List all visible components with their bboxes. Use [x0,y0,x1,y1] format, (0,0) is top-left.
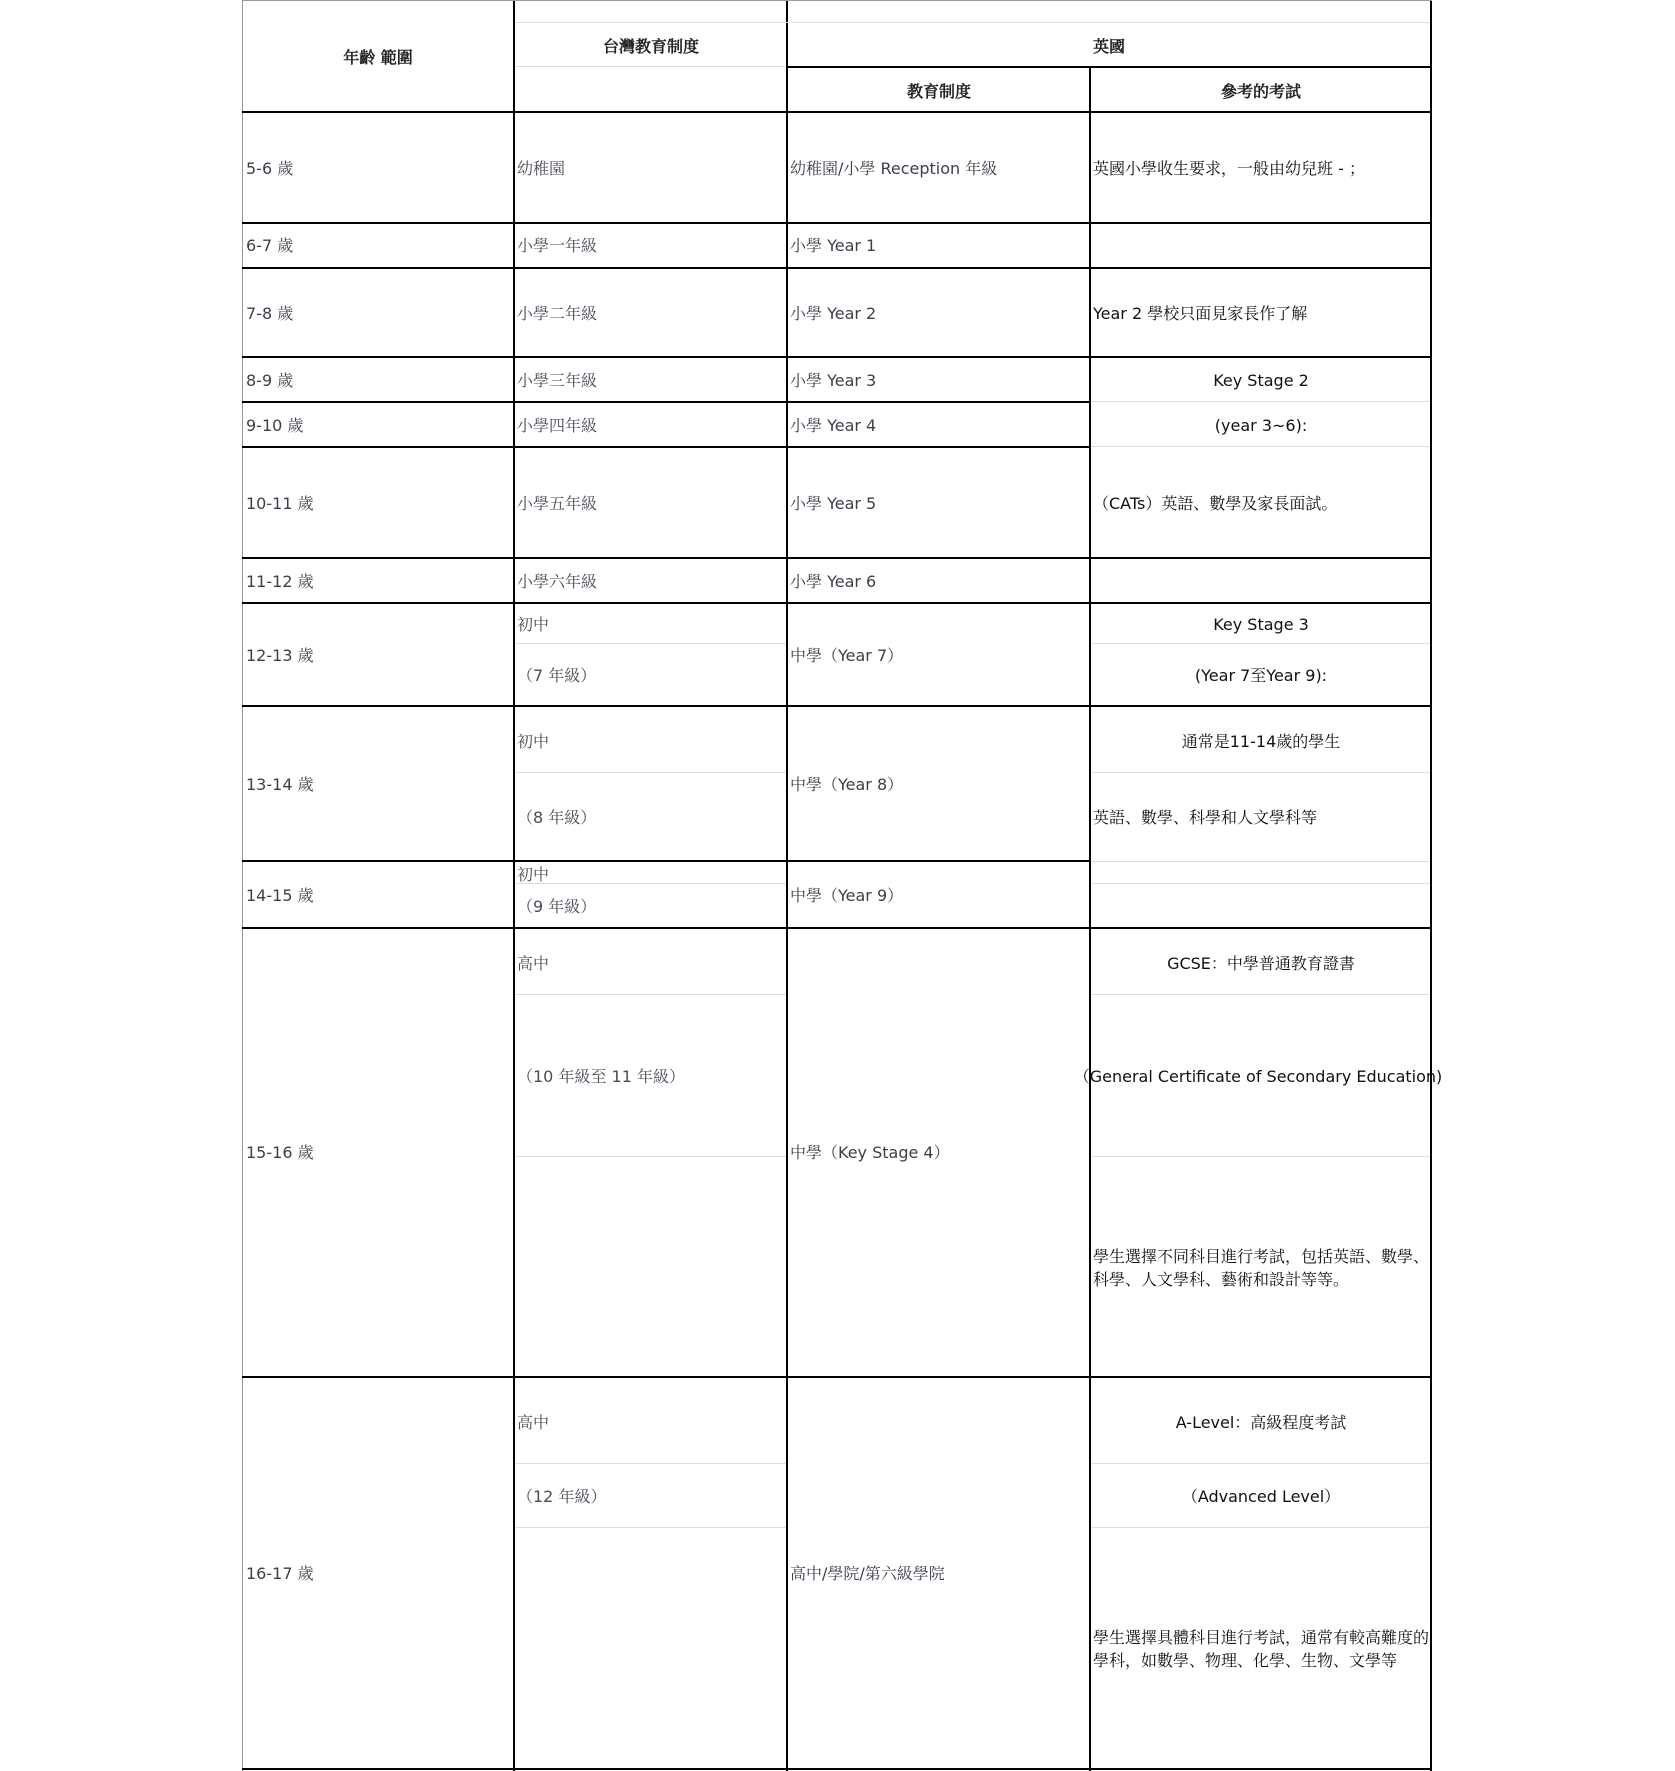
header-uk-exams: 參考的考試 [1220,82,1302,101]
taiwan-cell: （12 年級） [517,1487,607,1506]
row-divider [242,602,1432,604]
uk-system-cell: 小學 Year 6 [790,572,877,591]
uk-system-cell: 小學 Year 1 [790,236,877,255]
taiwan-cell: 小學六年級 [517,572,598,591]
uk-system-cell: 小學 Year 3 [790,371,877,390]
header-age-range: 年齡 範圍 [343,48,413,67]
taiwan-cell: 高中 [517,954,550,973]
taiwan-cell: 小學二年級 [517,304,598,323]
exam-cell: 學生選擇不同科目進行考試，包括英語、數學、科學、人文學科、藝術和設計等等。 [1093,1247,1430,1289]
row-divider [242,557,1432,559]
table-border-bottom [242,1768,1432,1770]
row-divider [515,772,786,773]
age-cell: 6-7 歲 [246,236,294,255]
taiwan-cell: 幼稚園 [517,159,566,178]
row-divider [242,446,1090,448]
taiwan-cell: （10 年級至 11 年級） [517,1067,685,1086]
header-bottom-line [242,111,1432,113]
taiwan-cell: （7 年級） [517,666,597,685]
row-divider [242,1376,1432,1378]
taiwan-cell: 小學一年級 [517,236,598,255]
exam-cell: （Advanced Level） [1181,1487,1341,1506]
age-cell: 8-9 歲 [246,371,294,390]
age-cell: 13-14 歲 [246,775,314,794]
column-divider [1089,67,1091,1771]
column-divider [786,0,788,1771]
uk-system-cell: 中學（Year 8） [790,775,904,794]
exam-cell: Year 2 學校只面見家長作了解 [1093,304,1308,323]
age-cell: 14-15 歲 [246,886,314,905]
row-divider [242,222,1432,224]
row-divider [242,267,1432,269]
taiwan-cell: 初中 [517,615,550,634]
row-divider [1091,1156,1430,1157]
uk-system-cell: 中學（Year 7） [790,646,904,665]
uk-system-cell: 中學（Key Stage 4） [790,1143,950,1162]
age-cell: 11-12 歲 [246,572,314,591]
row-divider [515,883,786,884]
age-cell: 10-11 歲 [246,494,314,513]
uk-system-cell: 中學（Year 9） [790,886,904,905]
row-divider [242,401,1090,403]
header-divider [788,66,1432,68]
uk-system-cell: 小學 Year 2 [790,304,877,323]
age-cell: 15-16 歲 [246,1143,314,1162]
header-uk-system: 教育制度 [906,82,972,101]
table-border-right [1430,0,1432,1771]
age-cell: 7-8 歲 [246,304,294,323]
row-divider [242,705,1432,707]
row-divider [1091,401,1430,402]
row-divider [1091,1463,1430,1464]
age-cell: 5-6 歲 [246,159,294,178]
taiwan-cell: 小學三年級 [517,371,598,390]
row-divider [242,927,1432,929]
row-divider [1091,883,1430,884]
exam-cell: Key Stage 2 [1213,371,1309,390]
row-divider [1091,446,1430,447]
exam-cell: （General Certificate of Secondary Education) [1073,1067,1443,1086]
row-divider [515,1156,786,1157]
uk-system-cell: 小學 Year 5 [790,494,877,513]
row-divider [1091,1527,1430,1528]
age-cell: 16-17 歲 [246,1564,314,1583]
row-divider [1091,994,1430,995]
row-divider [242,860,1090,862]
age-cell: 9-10 歲 [246,416,304,435]
taiwan-cell: （9 年級） [517,897,597,916]
row-divider [1091,643,1430,644]
row-divider [242,356,1432,358]
uk-system-cell: 小學 Year 4 [790,416,877,435]
row-divider [1091,861,1430,862]
exam-cell: 英語、數學、科學和人文學科等 [1093,808,1318,827]
exam-cell: 英國小學收生要求，一般由幼兒班 - ； [1093,159,1365,178]
exam-cell: Key Stage 3 [1213,615,1309,634]
taiwan-cell: 小學五年級 [517,494,598,513]
uk-system-cell: 幼稚園/小學 Reception 年級 [790,159,998,178]
taiwan-cell: 初中 [517,865,550,884]
header-divider [515,66,786,67]
taiwan-cell: 高中 [517,1413,550,1432]
row-divider [515,1463,786,1464]
header-taiwan-system: 台灣教育制度 [602,37,700,56]
taiwan-cell: （8 年級） [517,808,597,827]
exam-cell: 學生選擇具體科目進行考試，通常有較高難度的學科，如數學、物理、化學、生物、文學等 [1093,1628,1430,1670]
row-divider [515,994,786,995]
age-cell: 12-13 歲 [246,646,314,665]
header-uk: 英國 [1092,37,1126,56]
exam-cell: 通常是11-14歲的學生 [1181,732,1341,751]
exam-cell: GCSE：中學普通教育證書 [1167,954,1355,973]
row-divider [1091,772,1430,773]
exam-cell: (Year 7至Year 9): [1194,666,1328,685]
column-divider [513,0,515,1771]
exam-cell: (year 3~6): [1214,416,1308,435]
uk-system-cell: 高中/學院/第六級學院 [790,1564,945,1583]
taiwan-cell: 初中 [517,732,550,751]
exam-cell: （CATs）英語、數學及家長面試。 [1093,494,1338,513]
row-divider [515,643,786,644]
header-divider [515,22,1430,23]
table-border-left [242,0,243,1771]
exam-cell: A-Level：高級程度考試 [1175,1413,1347,1432]
taiwan-cell: 小學四年級 [517,416,598,435]
row-divider [515,1527,786,1528]
table-border-top [242,0,1432,1]
